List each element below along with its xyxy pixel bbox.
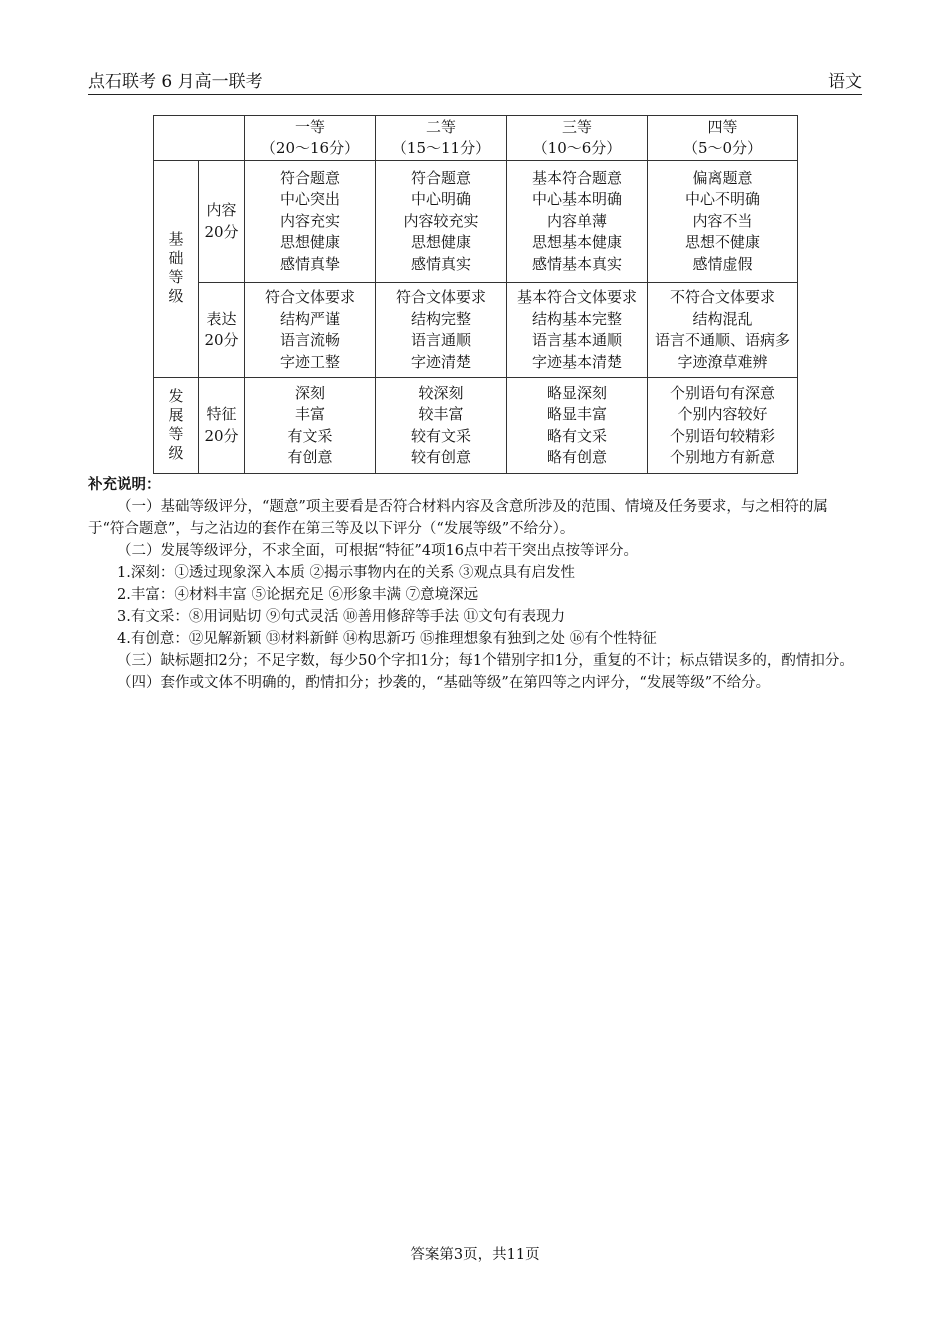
grade-header-1: 一等 （20～16分） <box>245 116 376 161</box>
grade-header-2: 二等 （15～11分） <box>376 116 507 161</box>
note-item: 1.深刻：①透过现象深入本质 ②揭示事物内在的关系 ③观点具有启发性 <box>117 565 576 581</box>
expression-row <box>154 283 798 378</box>
subject-label: 语文 <box>828 72 862 92</box>
feature-grade-3: 略显深刻 略显丰富 略有文采 略有创意 <box>507 378 648 474</box>
content-grade-3: 基本符合题意 中心基本明确 内容单薄 思想基本健康 感情基本真实 <box>507 161 648 283</box>
feature-grade-4: 个别语句有深意 个别内容较好 个别语句较精彩 个别地方有新意 <box>648 378 798 474</box>
scoring-rubric-table <box>153 115 798 474</box>
exam-title: 点石联考 6 月高一联考 <box>88 72 263 92</box>
expression-grade-4: 不符合文体要求 结构混乱 语言不通顺、语病多 字迹潦草难辨 <box>648 283 798 378</box>
row-label-feature: 特征 20分 <box>199 378 245 474</box>
content-grade-1: 符合题意 中心突出 内容充实 思想健康 感情真挚 <box>245 161 376 283</box>
grade-header-row <box>154 116 798 161</box>
page-header <box>88 70 862 95</box>
note-paragraph: （四）套作或文体不明确的，酌情扣分；抄袭的，“基础等级”在第四等之内评分，“发展等级”不给分。 <box>117 675 771 691</box>
note-paragraph: （三）缺标题扣2分；不足字数，每少50个字扣1分；每1个错别字扣1分，重复的不计；标点错误多的，酌情扣分。 <box>117 653 854 669</box>
content-grade-2: 符合题意 中心明确 内容较充实 思想健康 感情真实 <box>376 161 507 283</box>
expression-grade-1: 符合文体要求 结构严谨 语言流畅 字迹工整 <box>245 283 376 378</box>
basic-level-label: 基础等级 <box>154 161 199 378</box>
feature-row <box>154 378 798 474</box>
row-label-expression: 表达 20分 <box>199 283 245 378</box>
notes-title: 补充说明： <box>88 476 161 493</box>
corner-cell <box>154 116 245 161</box>
note-item: 3.有文采：⑧用词贴切 ⑨句式灵活 ⑩善用修辞等手法 ⑪文句有表现力 <box>117 609 566 625</box>
feature-grade-1: 深刻 丰富 有文采 有创意 <box>245 378 376 474</box>
row-label-content: 内容 20分 <box>199 161 245 283</box>
grade-header-4: 四等 （5～0分） <box>648 116 798 161</box>
grade-header-3: 三等 （10～6分） <box>507 116 648 161</box>
content-grade-4: 偏离题意 中心不明确 内容不当 思想不健康 感情虚假 <box>648 161 798 283</box>
note-item: 4.有创意：⑫见解新颖 ⑬材料新鲜 ⑭构思新巧 ⑮推理想象有独到之处 ⑯有个性特征 <box>117 631 657 647</box>
feature-grade-2: 较深刻 较丰富 较有文采 较有创意 <box>376 378 507 474</box>
note-item: 2.丰富：④材料丰富 ⑤论据充足 ⑥形象丰满 ⑦意境深远 <box>117 587 479 603</box>
page-footer: 答案第3页，共11页 <box>410 1247 540 1263</box>
note-paragraph: （二）发展等级评分，不求全面，可根据“特征”4项16点中若干突出点按等评分。 <box>117 543 638 559</box>
note-paragraph: （一）基础等级评分，“题意”项主要看是否符合材料内容及含意所涉及的范围、情境及任务要求，与之相符的属于“符合题意”，与之沾边的套作在第三等及以下评分（“发展等级”不给分）。 <box>88 499 828 537</box>
supplementary-notes <box>88 474 864 694</box>
expression-grade-3: 基本符合文体要求 结构基本完整 语言基本通顺 字迹基本清楚 <box>507 283 648 378</box>
develop-level-label: 发展等级 <box>154 378 199 474</box>
content-row <box>154 161 798 283</box>
expression-grade-2: 符合文体要求 结构完整 语言通顺 字迹清楚 <box>376 283 507 378</box>
